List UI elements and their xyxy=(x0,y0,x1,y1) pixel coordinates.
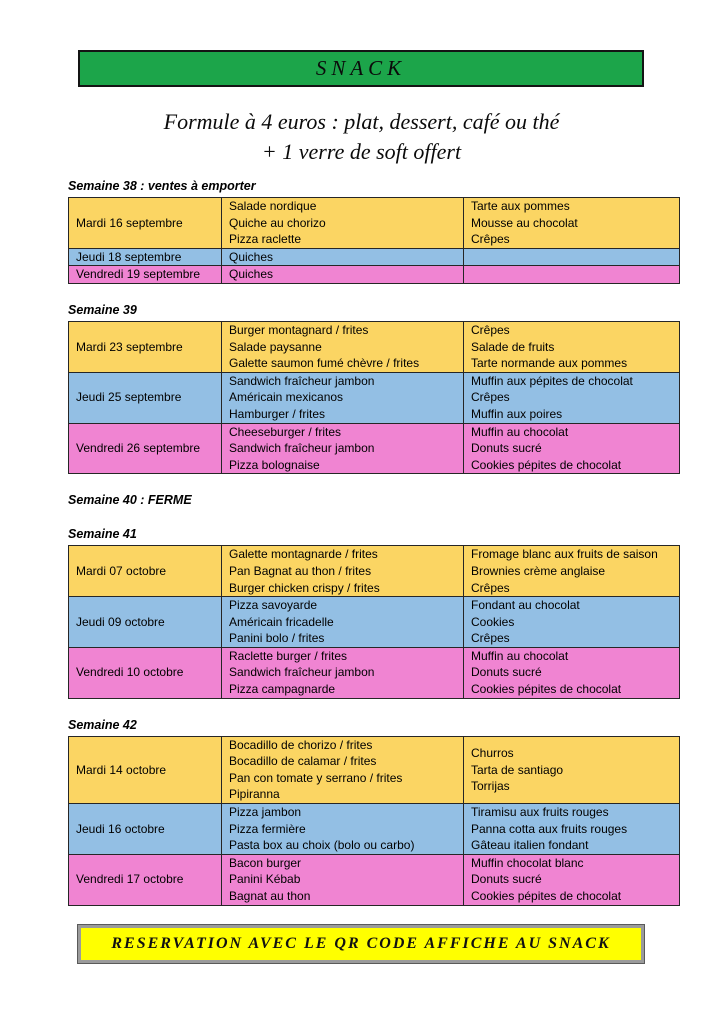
dessert-line: Tarte normande aux pommes xyxy=(471,356,628,371)
desserts-cell xyxy=(464,647,680,698)
desserts-cell xyxy=(464,546,680,597)
table-row xyxy=(69,248,680,266)
dish-line: Pizza jambon xyxy=(229,805,302,820)
desserts-cell xyxy=(464,198,680,249)
day-cell: Mardi 23 septembre xyxy=(69,321,222,372)
menu-section xyxy=(68,527,658,698)
dishes-cell xyxy=(222,647,464,698)
dish-line: Pizza bolognaise xyxy=(229,457,320,472)
dessert-line: Crêpes xyxy=(471,631,510,646)
menu-table xyxy=(68,545,680,698)
desserts-cell xyxy=(464,248,680,266)
dish-line: Panini bolo / frites xyxy=(229,631,325,646)
dish-line: Quiche au chorizo xyxy=(229,215,326,230)
dish-line: Pan con tomate y serrano / frites xyxy=(229,770,403,785)
section-heading: Semaine 39 xyxy=(68,302,137,317)
dishes-cell xyxy=(222,597,464,648)
desserts-cell xyxy=(464,266,680,284)
dish-line: Sandwich fraîcheur jambon xyxy=(229,665,375,680)
dessert-line: Donuts sucré xyxy=(471,665,542,680)
dishes-cell xyxy=(222,854,464,905)
dish-line: Burger chicken crispy / frites xyxy=(229,580,380,595)
snack-title: SNACK xyxy=(315,56,407,80)
day-cell: Jeudi 25 septembre xyxy=(69,372,222,423)
day-cell: Jeudi 16 octobre xyxy=(69,804,222,855)
dessert-line: Muffin chocolat blanc xyxy=(471,855,584,870)
dessert-line: Muffin aux pépites de chocolat xyxy=(471,373,633,388)
dish-line: Panini Kébab xyxy=(229,872,301,887)
dessert-line: Crêpes xyxy=(471,580,510,595)
menu-section xyxy=(68,179,655,284)
desserts-cell xyxy=(464,423,680,474)
day-cell: Mardi 07 octobre xyxy=(69,546,222,597)
menu-table xyxy=(68,736,680,906)
table-row xyxy=(69,854,680,905)
table-row xyxy=(69,647,680,698)
dish-line: Pasta box au choix (bolo ou carbo) xyxy=(229,838,415,853)
dessert-line: Brownies crème anglaise xyxy=(471,563,606,578)
dish-line: Pizza campagnarde xyxy=(229,682,336,697)
table-row xyxy=(69,423,680,474)
dish-line: Bagnat au thon xyxy=(229,889,311,903)
dish-line: Sandwich fraîcheur jambon xyxy=(229,373,375,388)
dishes-cell xyxy=(222,546,464,597)
dessert-line: Muffin au chocolat xyxy=(471,424,569,439)
dessert-line: Fromage blanc aux fruits de saison xyxy=(471,547,658,562)
day-cell: Mardi 14 octobre xyxy=(69,736,222,803)
dish-line: Hamburger / frites xyxy=(229,406,326,421)
dish-line: Sandwich fraîcheur jambon xyxy=(229,441,375,456)
dish-line: Pizza fermière xyxy=(229,821,306,836)
dishes-cell xyxy=(222,248,464,266)
section-heading: Semaine 38 : ventes à emporter xyxy=(68,179,256,193)
dish-line: Salade paysanne xyxy=(229,339,322,354)
dessert-line: Panna cotta aux fruits rouges xyxy=(471,821,628,836)
table-row xyxy=(69,372,680,423)
dessert-line: Churros xyxy=(471,745,514,760)
dessert-line: Donuts sucré xyxy=(471,441,542,456)
dish-line: Bacon burger xyxy=(229,855,302,870)
subtitle xyxy=(68,107,655,167)
section-heading: Semaine 42 xyxy=(68,717,137,732)
day-cell: Vendredi 10 octobre xyxy=(69,647,222,698)
menu-section xyxy=(68,718,655,906)
section-heading: Semaine 40 : FERME xyxy=(68,493,192,508)
dessert-line: Cookies pépites de chocolat xyxy=(471,682,622,697)
dish-line: Pipiranna xyxy=(229,787,280,802)
desserts-cell xyxy=(464,372,680,423)
table-row xyxy=(69,736,680,803)
dessert-line: Tiramisu aux fruits rouges xyxy=(471,805,609,820)
dishes-cell xyxy=(222,321,464,372)
dish-line: Galette montagnarde / frites xyxy=(229,547,378,562)
table-row xyxy=(69,198,680,249)
header-banner xyxy=(78,50,644,87)
dessert-line: Torrijas xyxy=(471,779,510,794)
dessert-line: Mousse au chocolat xyxy=(471,215,578,230)
menu-section xyxy=(68,493,655,508)
dessert-line: Crêpes xyxy=(471,322,510,337)
dishes-cell xyxy=(222,372,464,423)
dessert-line: Fondant au chocolat xyxy=(471,598,580,613)
footer-banner xyxy=(78,925,644,963)
dessert-line: Donuts sucré xyxy=(471,872,542,887)
dessert-line: Cookies pépites de chocolat xyxy=(471,889,622,903)
table-row xyxy=(69,266,680,284)
sections-container xyxy=(68,179,658,906)
dessert-line: Gâteau italien fondant xyxy=(471,838,589,853)
dish-line: Bocadillo de calamar / frites xyxy=(229,754,377,769)
day-cell: Vendredi 26 septembre xyxy=(69,423,222,474)
dessert-line: Tarte aux pommes xyxy=(471,199,570,213)
menu-table xyxy=(68,321,680,474)
dishes-cell xyxy=(222,423,464,474)
dessert-line: Tarta de santiago xyxy=(471,762,564,777)
dessert-line: Crêpes xyxy=(471,232,510,247)
dessert-line: Muffin aux poires xyxy=(471,406,563,421)
dish-line: Pizza savoyarde xyxy=(229,598,318,613)
dishes-cell xyxy=(222,804,464,855)
section-heading: Semaine 41 xyxy=(68,527,137,542)
dessert-line: Muffin au chocolat xyxy=(471,648,569,663)
dessert-line: Cookies pépites de chocolat xyxy=(471,457,622,472)
table-row xyxy=(69,546,680,597)
dish-line: Quiches xyxy=(229,267,274,282)
dessert-line: Salade de fruits xyxy=(471,339,555,354)
day-cell: Vendredi 19 septembre xyxy=(69,266,222,284)
dish-line: Galette saumon fumé chèvre / frites xyxy=(229,356,420,371)
dish-line: Pizza raclette xyxy=(229,232,302,247)
table-row xyxy=(69,321,680,372)
dish-line: Salade nordique xyxy=(229,199,317,213)
desserts-cell xyxy=(464,804,680,855)
desserts-cell xyxy=(464,736,680,803)
table-row xyxy=(69,597,680,648)
dish-line: Cheeseburger / frites xyxy=(229,424,342,439)
menu-section xyxy=(68,303,655,474)
dishes-cell xyxy=(222,198,464,249)
dish-line: Américain fricadelle xyxy=(229,614,334,629)
day-cell: Vendredi 17 octobre xyxy=(69,854,222,905)
table-row xyxy=(69,804,680,855)
desserts-cell xyxy=(464,321,680,372)
subtitle-line-1: Formule à 4 euros : plat, dessert, café ou thé xyxy=(163,109,560,134)
dessert-line: Crêpes xyxy=(471,390,510,405)
day-cell: Jeudi 18 septembre xyxy=(69,248,222,266)
dish-line: Quiches xyxy=(229,249,274,264)
dish-line: Bocadillo de chorizo / frites xyxy=(229,737,373,752)
reservation-text: RESERVATION AVEC LE QR CODE AFFICHE AU SNACK xyxy=(111,934,611,952)
dishes-cell xyxy=(222,736,464,803)
menu-table xyxy=(68,197,680,284)
day-cell: Mardi 16 septembre xyxy=(69,198,222,249)
subtitle-line-2: + 1 verre de soft offert xyxy=(261,139,462,164)
dish-line: Américain mexicanos xyxy=(229,390,344,405)
dishes-cell xyxy=(222,266,464,284)
day-cell: Jeudi 09 octobre xyxy=(69,597,222,648)
dish-line: Pan Bagnat au thon / frites xyxy=(229,563,372,578)
desserts-cell xyxy=(464,854,680,905)
dish-line: Burger montagnard / frites xyxy=(229,322,369,337)
dish-line: Raclette burger / frites xyxy=(229,648,348,663)
dessert-line: Cookies xyxy=(471,614,515,629)
desserts-cell xyxy=(464,597,680,648)
